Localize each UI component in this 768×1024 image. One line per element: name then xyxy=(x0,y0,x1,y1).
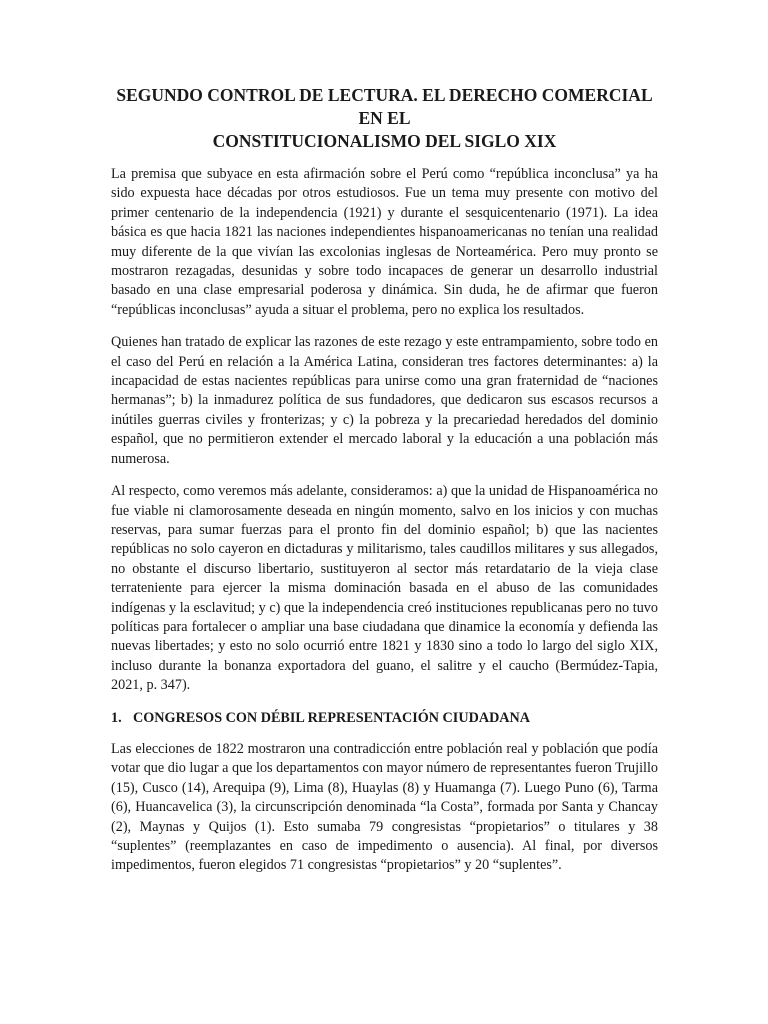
paragraph-2: Quienes han tratado de explicar las razones de este rezago y este entrampamiento, sobre todo en el caso del Perú en relación a la América Latina, consideran tres factores determinantes: a) la incapacidad de estas nacientes repúblicas para unirse como una gran fraternidad de “naciones hermanas”; b) la inmadurez política de sus fundadores, que dedicaron sus escasos recursos a inútiles guerras civiles y fronterizas; y c) la pobreza y la precariedad heredados del dominio español, que no permitieron extender el mercado laboral y la educación a una población más numerosa. xyxy=(111,334,658,467)
section-heading xyxy=(111,709,658,728)
section-title: CONGRESOS CON DÉBIL REPRESENTACIÓN CIUDADANA xyxy=(133,709,531,726)
paragraph-1: La premisa que subyace en esta afirmación sobre el Perú como “república inconclusa” ya ha sido expuesta hace décadas por otros estudiosos. Fue un tema muy presente con motivo del primer centenario de la independencia (1921) y durante el sesquicentenario (1971). La idea básica es que hacia 1821 las naciones independientes hispanoamericanas no tenían una realidad muy diferente de la que vivían las excolonias inglesas de Norteamérica. Pero muy pronto se mostraron rezagadas, desunidas y sobre todo incapaces de generar un desarrollo industrial basado en una clase empresarial poderosa y dinámica. Sin duda, he de afirmar que fueron “repúblicas inconclusas” ayuda a situar el problema, pero no explica los resultados. xyxy=(111,166,658,318)
document-title xyxy=(111,84,658,153)
document-body xyxy=(111,84,658,889)
section-paragraph: Las elecciones de 1822 mostraron una contradicción entre población real y población que podía votar que dio lugar a que los departamentos con mayor número de representantes fueron Trujillo (15), Cusco (14), Arequipa (9), Lima (8), Huaylas (8) y Huamanga (7). Luego Puno (6), Tarma (6), Huancavelica (3), la circunscripción denominada “la Costa”, formada por Santa y Chancay (2), Maynas y Quijos (1). Esto sumaba 79 congresistas “propietarios” o titulares y 38 “suplentes” (reemplazantes en caso de impedimento o ausencia). Al final, por diversos impedimentos, fueron elegidos 71 congresistas “propietarios” y 20 “suplentes”. xyxy=(111,740,658,874)
document-title-line-2: CONSTITUCIONALISMO DEL SIGLO XIX xyxy=(212,131,557,151)
section-number: 1. xyxy=(111,709,122,726)
paragraph-3: Al respecto, como veremos más adelante, consideramos: a) que la unidad de Hispanoamérica no fue viable ni clamorosamente deseada en ningún momento, salvo en los inicios y con muchas reservas, para sumar fuerzas para el pronto fin del dominio español; b) que las nacientes repúblicas no solo cayeron en dictaduras y militarismo, tales caudillos militares y sus allegados, no obstante el discurso libertario, sustituyeron al sector más retardatario de la vieja clase terrateniente para ejercer la misma dominación basada en el abuso de las comunidades indígenas y la esclavitud; y c) que la independencia creó instituciones republicanas pero no tuvo políticas para fortalecer o ampliar una base ciudadana que dinamice la economía y defienda las nuevas libertades; y esto no solo ocurrió entre 1821 y 1830 sino a todo lo largo del siglo XIX, incluso durante la bonanza exportadora del guano, el salitre y el caucho (Bermúdez-Tapia, 2021, p. 347). xyxy=(111,483,658,694)
document-title-line-1: SEGUNDO CONTROL DE LECTURA. EL DERECHO COMERCIAL EN EL xyxy=(116,85,653,128)
